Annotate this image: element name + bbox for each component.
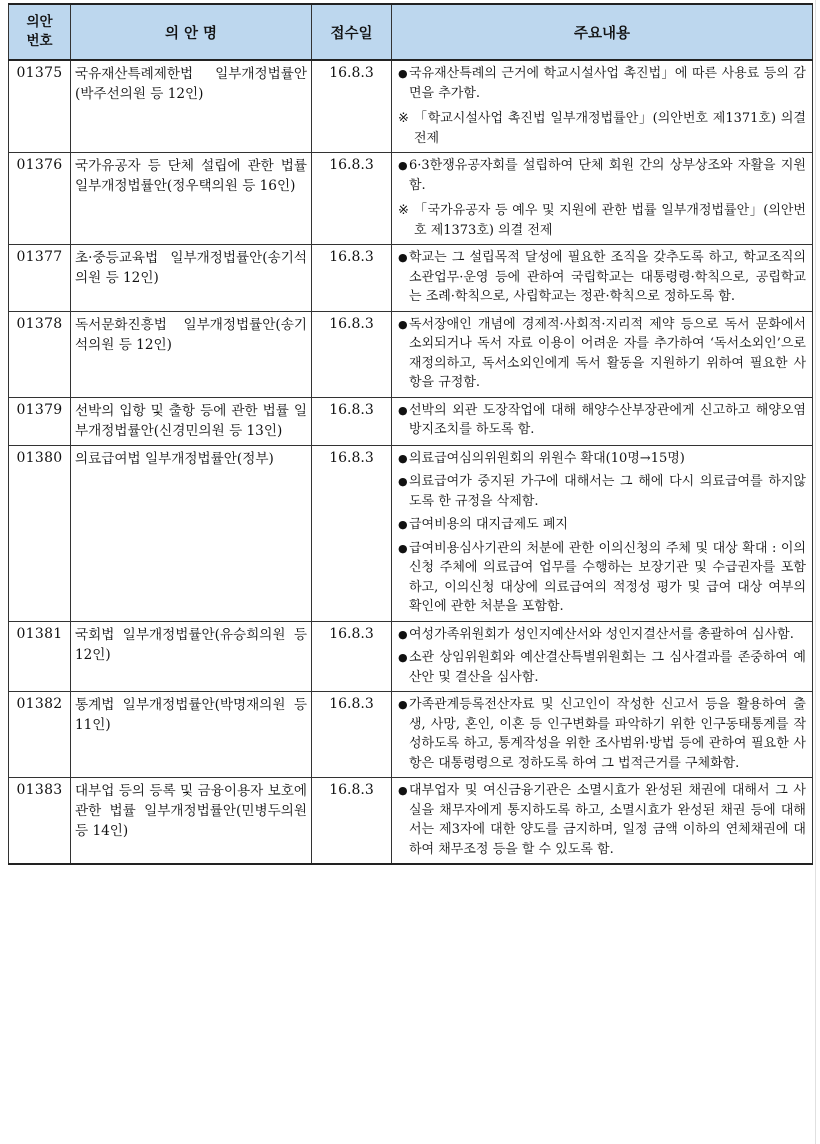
content-bullet (398, 648, 806, 687)
content-text: 의료급여가 중지된 가구에 대해서는 그 해에 다시 의료급여를 하지않도록 한 규정을 삭제함. (409, 474, 806, 509)
table-row (9, 692, 813, 778)
content-text: 선박의 외관 도장작업에 대해 해양수산부장관에게 신고하고 해양오염 방지조치를 하도록 함. (409, 402, 806, 437)
content-text: 소관 상임위원회와 예산결산특별위원회는 그 심사결과를 존중하여 예산안 및 결산을 심사함. (409, 650, 806, 685)
bill-name: 독서문화진흥법 일부개정법률안(송기석의원 등 12인) (71, 311, 312, 397)
table-row (9, 311, 813, 397)
bill-number: 01377 (9, 245, 71, 312)
bullet-icon: ● (398, 159, 408, 172)
bullet-icon: ● (398, 784, 408, 797)
content-bullet (398, 515, 806, 535)
bill-table-container (8, 3, 812, 865)
table-row (9, 778, 813, 865)
main-content (392, 311, 813, 397)
bullet-icon: ● (398, 651, 408, 664)
reference-mark-icon: ※ (398, 111, 409, 126)
content-text: 급여비용의 대지급제도 폐지 (409, 517, 568, 532)
main-content (392, 778, 813, 865)
header-bill-number (9, 4, 71, 60)
header-received-date: 접수일 (312, 4, 392, 60)
header-main-content: 주요내용 (392, 4, 813, 60)
bullet-icon: ● (398, 403, 408, 417)
received-date: 16.8.3 (312, 311, 392, 397)
bill-name: 의료급여법 일부개정법률안(정부) (71, 445, 312, 621)
bill-number: 01380 (9, 445, 71, 621)
content-bullet (398, 781, 806, 859)
page-edge-rule (815, 0, 816, 1144)
received-date: 16.8.3 (312, 621, 392, 692)
content-text: 의료급여심의위원회의 위원수 확대(10명→15명) (409, 450, 685, 466)
content-note (398, 201, 806, 240)
bill-name: 선박의 입항 및 출항 등에 관한 법률 일부개정법률안(신경민의원 등 13인) (71, 397, 312, 445)
bullet-icon: ● (398, 317, 408, 331)
main-content (392, 60, 813, 153)
bullet-icon: ● (398, 518, 408, 531)
main-content (392, 445, 813, 621)
bill-name: 통계법 일부개정법률안(박명재의원 등 11인) (71, 692, 312, 778)
content-bullet (398, 449, 806, 469)
bill-number: 01375 (9, 60, 71, 153)
bill-name: 국회법 일부개정법률안(유승희의원 등 12인) (71, 621, 312, 692)
content-text: 「국가유공자 등 예우 및 지원에 관한 법률 일부개정법률안」(의안번호 제1373호) 의결 전제 (414, 203, 806, 238)
content-text: 국유재산특례의 근거에 학교시설사업 촉진법」에 따른 사용료 등의 감면을 추가함. (409, 66, 806, 101)
received-date: 16.8.3 (312, 245, 392, 312)
bill-number: 01383 (9, 778, 71, 865)
bullet-icon: ● (398, 541, 408, 555)
bullet-icon: ● (398, 627, 408, 641)
bill-number: 01378 (9, 311, 71, 397)
content-bullet (398, 695, 806, 773)
table-body (9, 60, 813, 864)
bullet-icon: ● (398, 698, 408, 711)
bill-number: 01382 (9, 692, 71, 778)
bullet-icon: ● (398, 475, 408, 488)
content-text: 대부업자 및 여신금융기관은 소멸시효가 완성된 채권에 대해서 그 사실을 채무자에게 통지하도록 하고, 소멸시효가 완성된 채권 등에 대해서는 제3자에 대한 양도를 금지하며, 일정 금액 이하의 연체채권에 대하여 채무조정 등을 할 수 있도록 함. (409, 783, 806, 857)
reference-mark-icon: ※ (398, 203, 409, 218)
main-content (392, 621, 813, 692)
content-bullet (398, 472, 806, 511)
content-bullet (398, 248, 806, 307)
content-text: 여성가족위원회가 성인지예산서와 성인지결산서를 총괄하여 심사함. (409, 626, 794, 642)
main-content (392, 397, 813, 445)
table-header-row (9, 4, 813, 60)
received-date: 16.8.3 (312, 778, 392, 865)
bill-number: 01376 (9, 153, 71, 245)
received-date: 16.8.3 (312, 153, 392, 245)
table-row (9, 397, 813, 445)
table-row (9, 60, 813, 153)
main-content (392, 245, 813, 312)
content-note (398, 109, 806, 148)
content-bullet (398, 539, 806, 617)
received-date: 16.8.3 (312, 397, 392, 445)
bill-number: 01381 (9, 621, 71, 692)
table-row (9, 445, 813, 621)
received-date: 16.8.3 (312, 692, 392, 778)
bullet-icon: ● (398, 251, 408, 264)
bill-number: 01379 (9, 397, 71, 445)
bill-name: 초·중등교육법 일부개정법률안(송기석의원 등 12인) (71, 245, 312, 312)
bill-table (8, 3, 813, 865)
content-text: 급여비용심사기관의 처분에 관한 이의신청의 주체 및 대상 확대 : 이의신청 주체에 의료급여 업무를 수행하는 보장기관 및 수급권자를 포함하고, 이의신청 대상에 의료급여의 적정성 평가 및 급여 대상 여부의 확인에 관한 처분을 포함함. (409, 540, 806, 614)
bill-name: 국가유공자 등 단체 설립에 관한 법률 일부개정법률안(정우택의원 등 16인) (71, 153, 312, 245)
main-content (392, 692, 813, 778)
received-date: 16.8.3 (312, 445, 392, 621)
content-bullet (398, 156, 806, 195)
received-date: 16.8.3 (312, 60, 392, 153)
table-row (9, 153, 813, 245)
content-text: 독서장애인 개념에 경제적·사회적·지리적 제약 등으로 독서 문화에서 소외되거나 독서 자료 이용이 어려운 자를 추가하여 ‘독서소외인’으로 재정의하고, 독서소외인에게 독서 활동을 지원하기 위하여 필요한 사항을 규정함. (409, 316, 806, 390)
content-text: 6·3한쟁유공자회를 설립하여 단체 회원 간의 상부상조와 자활을 지원함. (409, 158, 806, 193)
content-bullet (398, 315, 806, 393)
content-bullet (398, 64, 806, 103)
bill-name: 대부업 등의 등록 및 금융이용자 보호에 관한 법률 일부개정법률안(민병두의원 등 14인) (71, 778, 312, 865)
bill-name: 국유재산특례제한법 일부개정법률안(박주선의원 등 12인) (71, 60, 312, 153)
content-bullet (398, 625, 806, 645)
header-bill-number-label: 의안 번호 (26, 14, 53, 49)
table-row (9, 245, 813, 312)
bullet-icon: ● (398, 451, 408, 465)
table-row (9, 621, 813, 692)
content-bullet (398, 401, 806, 440)
main-content (392, 153, 813, 245)
content-text: 가족관계등록전산자료 및 신고인이 작성한 신고서 등을 활용하여 출생, 사망, 혼인, 이혼 등 인구변화를 파악하기 위한 인구동태통계를 작성하도록 하고, 통계작성을 위한 조사범위·방법 등에 관하여 필요한 사항은 대통령령으로 정하도록 하여 그 법적근거를 구체화함. (409, 697, 806, 771)
content-text: 「학교시설사업 촉진법 일부개정법률안」(의안번호 제1371호) 의결 전제 (414, 111, 806, 146)
content-text: 학교는 그 설립목적 달성에 필요한 조직을 갖추도록 하고, 학교조직의 소관업무·운영 등에 관하여 국립학교는 대통령령·학칙으로, 공립학교는 조례·학칙으로, 사립학교는 정관·학칙으로 정하도록 함. (409, 250, 806, 304)
header-bill-name: 의 안 명 (71, 4, 312, 60)
bullet-icon: ● (398, 67, 408, 80)
